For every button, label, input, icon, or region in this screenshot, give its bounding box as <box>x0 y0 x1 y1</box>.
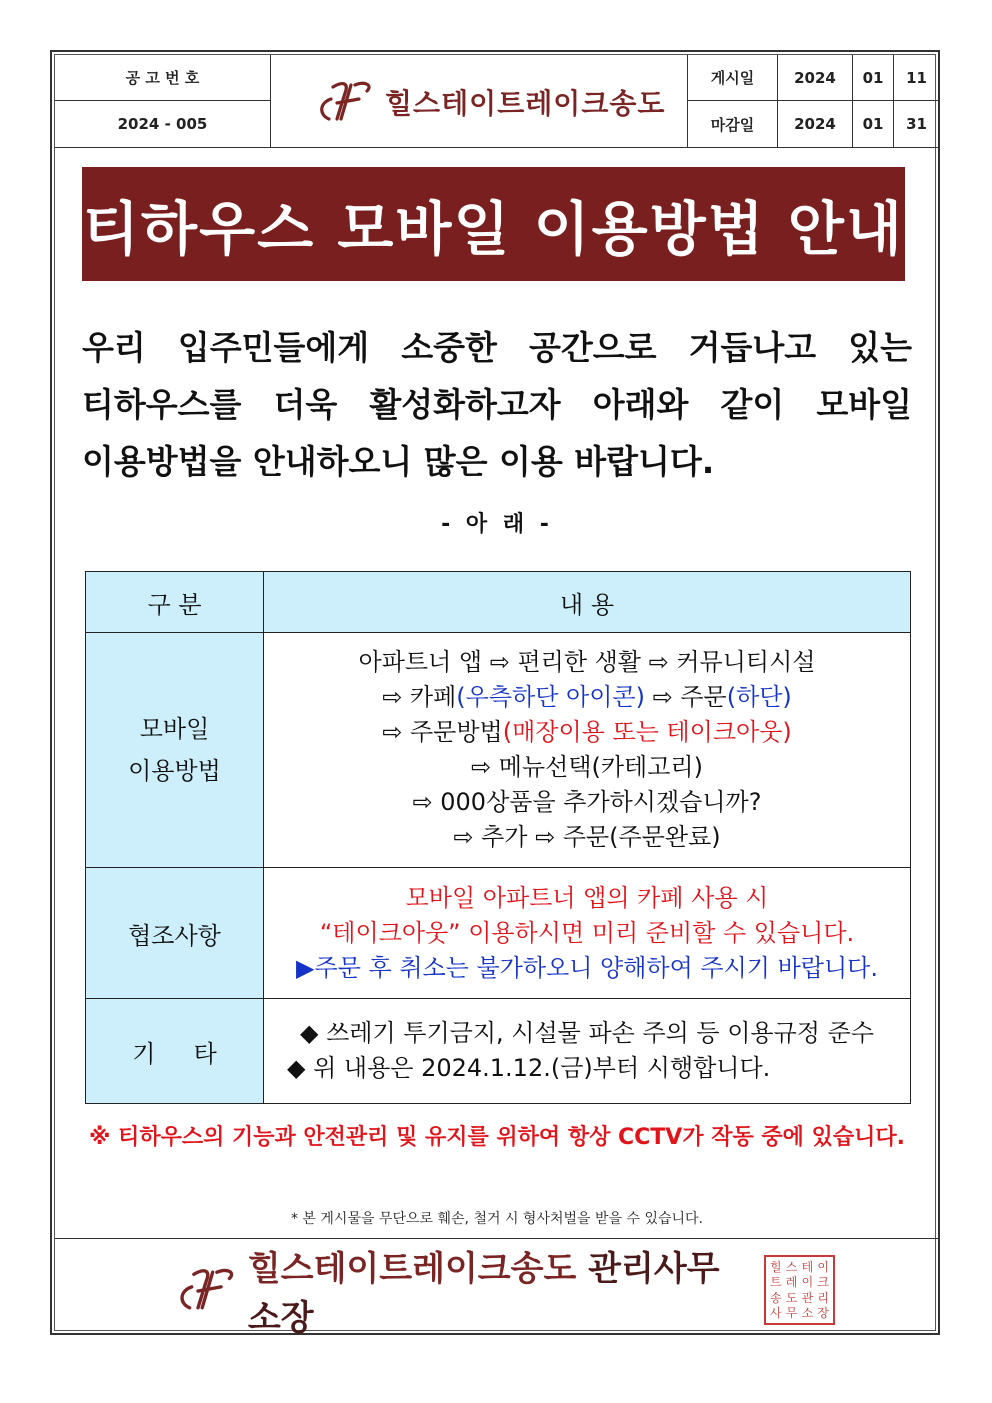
notice-number-value: 2024 - 005 <box>117 115 208 133</box>
header-logo <box>315 77 695 127</box>
legal-warning: * 본 게시물을 무단으로 훼손, 철거 시 형사처벌을 받을 수 있습니다. <box>290 1211 704 1227</box>
intro-line-3: 이용방법을 안내하오니 많은 이용 바랍니다. <box>82 442 715 481</box>
info-table <box>85 571 911 1104</box>
intro-line-2: 티하우스를 더욱 활성화하고자 아래와 같이 모바일 <box>82 385 912 424</box>
row-content-cooperation <box>264 868 911 999</box>
footer-office: 관리사무소장 <box>247 1249 720 1338</box>
page-title: 티하우스 모바일 이용방법 안내 <box>83 195 904 263</box>
post-date-label: 게시일 <box>710 69 755 87</box>
mobile-step-5: ⇨ 000상품을 추가하시겠습니까? <box>412 788 762 816</box>
notice-number-label: 공 고 번 호 <box>125 69 200 87</box>
row-content-mobile <box>264 633 911 868</box>
logo-text: 힐스테이트레이크송도 <box>385 87 666 120</box>
seal-stamp: 힐 스 테 이 트 레 이 크 송 도 관 리 사 무 소 장 <box>764 1255 835 1325</box>
intro-line-1: 우리 입주민들에게 소중한 공간으로 거듭나고 있는 <box>82 328 912 367</box>
footer-signature <box>175 1249 835 1338</box>
mobile-step-2-c: ⇨ 주문 <box>644 683 727 711</box>
row-label-cooperation: 협조사항 <box>86 868 264 999</box>
cooperation-line-3: ▶주문 후 취소는 불가하오니 양해하여 주시기 바랍니다. <box>296 953 878 982</box>
logo-h-icon <box>315 79 377 125</box>
row-content-etc <box>264 999 911 1104</box>
close-day: 31 <box>906 115 927 133</box>
notice-inner <box>54 54 936 1338</box>
mobile-step-2 <box>265 680 909 715</box>
cooperation-line-1: 모바일 아파트너 앱의 카페 사용 시 <box>405 883 769 912</box>
notice-frame <box>50 50 940 1338</box>
etc-line-2: ◆ 위 내용은 2024.1.12.(금)부터 시행합니다. <box>287 1054 771 1082</box>
table-header-category: 구 분 <box>86 572 264 633</box>
mobile-step-2-a: ⇨ 카페 <box>382 683 457 711</box>
header-table <box>55 55 939 148</box>
intro-paragraph <box>82 319 912 490</box>
mobile-step-1: 아파트너 앱 ⇨ 편리한 생활 ⇨ 커뮤니티시설 <box>358 648 816 676</box>
etc-line-1: ◆ 쓰레기 투기금지, 시설물 파손 주의 등 이용규정 준수 <box>300 1019 874 1047</box>
title-banner <box>82 167 905 281</box>
row-label-mobile <box>86 633 264 868</box>
row-label-mobile-line-1: 모바일 <box>139 715 210 743</box>
post-month: 01 <box>862 68 884 87</box>
close-month: 01 <box>862 115 884 133</box>
close-date-label: 마감일 <box>710 115 755 134</box>
mobile-step-4: ⇨ 메뉴선택(카테고리) <box>471 753 703 781</box>
row-label-mobile-line-2: 이용방법 <box>128 757 221 785</box>
table-header-content: 내 용 <box>264 572 911 633</box>
post-year: 2024 <box>794 68 836 87</box>
cooperation-line-2: “테이크아웃” 이용하시면 미리 준비할 수 있습니다. <box>319 918 855 947</box>
mobile-step-3-b: (매장이용 또는 테이크아웃) <box>502 718 792 746</box>
close-year: 2024 <box>794 115 836 133</box>
mobile-step-3-a: ⇨ 주문방법 <box>382 718 503 746</box>
mobile-step-3 <box>265 715 909 750</box>
cctv-notice: ※ 티하우스의 기능과 안전관리 및 유지를 위하여 항상 CCTV가 작동 중에 있습니다. <box>89 1125 905 1150</box>
footer-org: 힐스테이트레이크송도 <box>247 1249 577 1289</box>
sub-heading: - 아 래 - <box>441 512 553 537</box>
footer-org-name <box>248 1241 746 1339</box>
mobile-step-2-d: (하단) <box>726 683 792 711</box>
post-day: 11 <box>906 68 927 87</box>
row-label-etc: 기 타 <box>86 999 264 1104</box>
footer-divider <box>55 1238 939 1239</box>
logo-h-icon <box>175 1262 240 1318</box>
mobile-step-6: ⇨ 추가 ⇨ 주문(주문완료) <box>453 823 721 851</box>
mobile-step-2-b: (우측하단 아이콘) <box>456 683 645 711</box>
